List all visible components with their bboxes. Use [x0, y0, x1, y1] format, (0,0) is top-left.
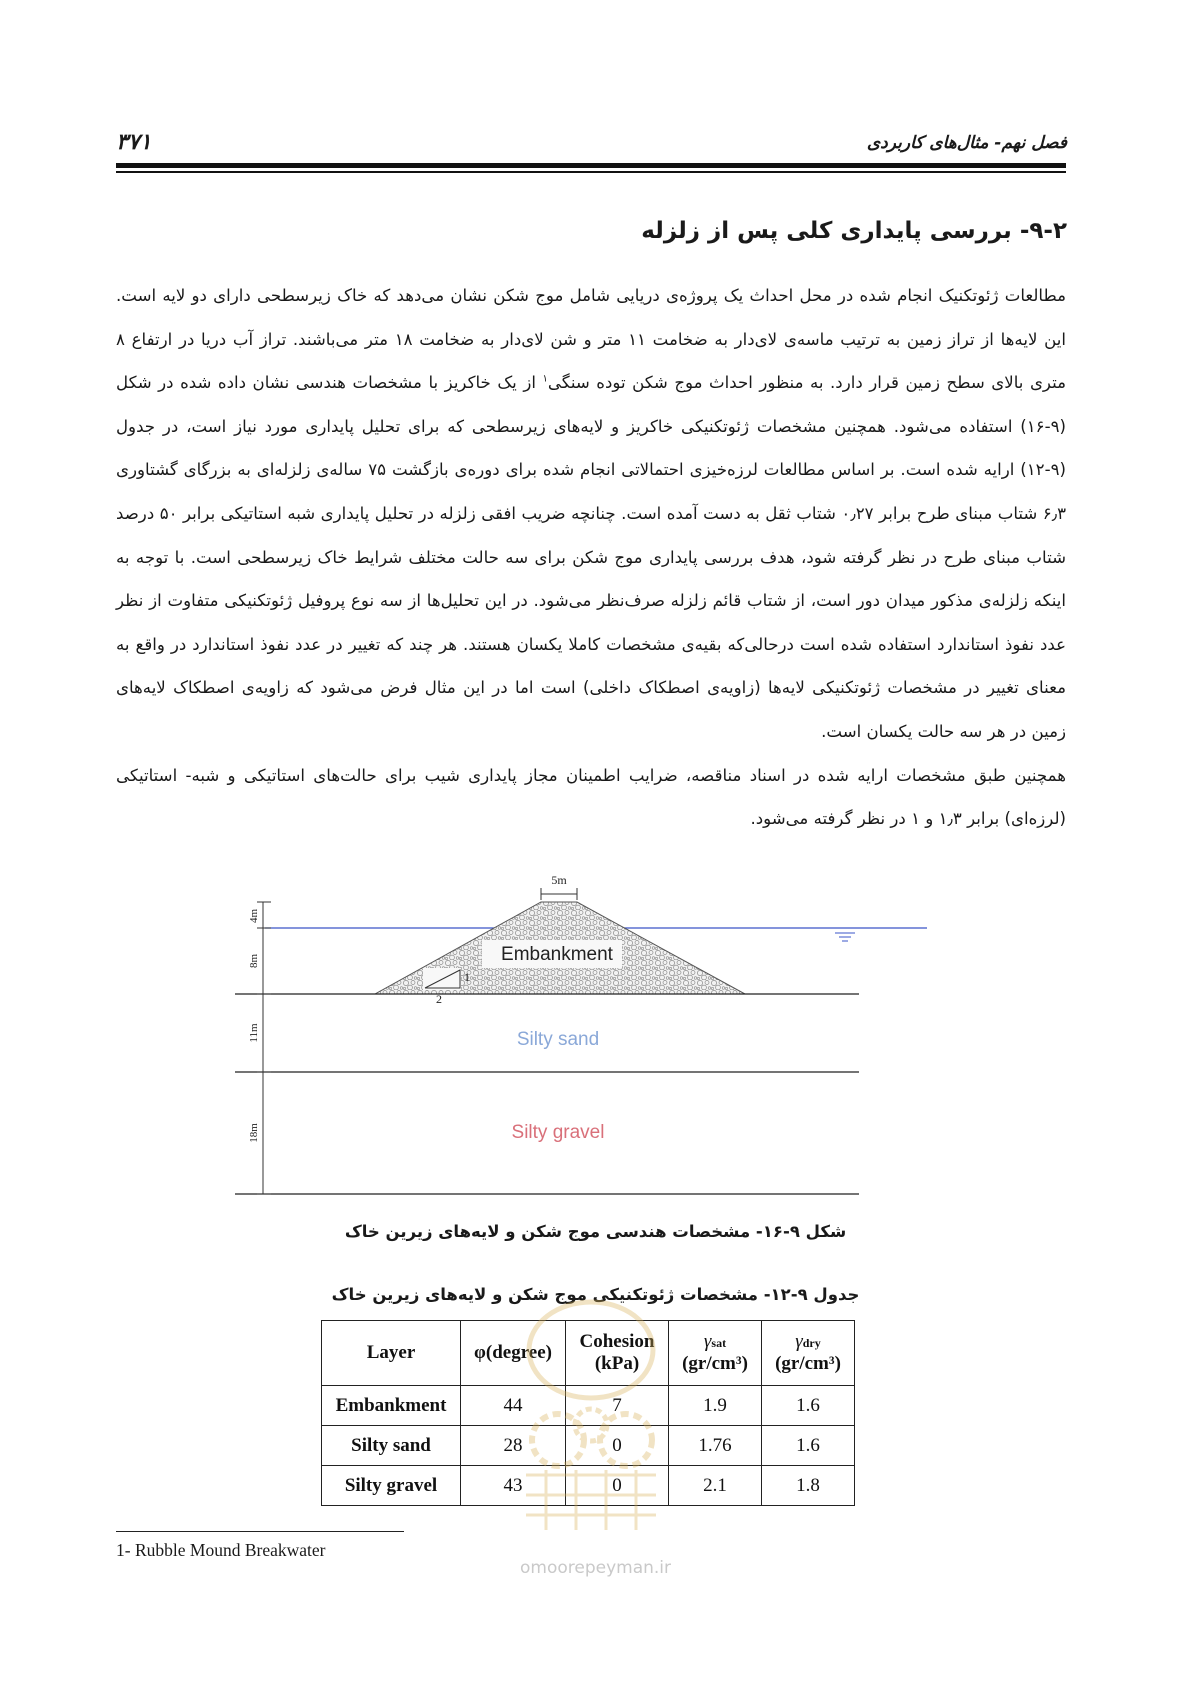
- cell-layer: Embankment: [322, 1386, 461, 1426]
- gamma-sat-unit: (gr/cm³): [682, 1353, 748, 1374]
- silty-sand-label: Silty sand: [516, 1029, 600, 1050]
- running-header: فصل نهم- مثال‌های کاربردی: [866, 133, 1067, 153]
- cell-cohesion: 0: [566, 1466, 669, 1506]
- crest-width-label: 5m: [551, 873, 567, 887]
- cell-gamma-dry: 1.8: [762, 1466, 855, 1506]
- header-rule-thin: [116, 171, 1066, 173]
- footnote-rule: [116, 1531, 404, 1532]
- gamma-dry-unit: (gr/cm³): [775, 1353, 841, 1374]
- cell-layer: Silty sand: [322, 1426, 461, 1466]
- cell-gamma-sat: 1.76: [669, 1426, 762, 1466]
- dim-8m-label: 8m: [248, 953, 260, 969]
- embankment-label: Embankment: [501, 944, 613, 965]
- header-gamma-sat: [669, 1321, 762, 1386]
- slope-horizontal-label: 2: [436, 992, 442, 1006]
- paragraph-1: [116, 274, 1066, 754]
- cell-phi: 28: [461, 1426, 566, 1466]
- paragraph-1-part-a: مطالعات ژئوتکنیک انجام شده در محل احداث یک پروژه‌ی دریایی شامل موج شکن نشان می‌دهد که خاک زیرسطحی دارای دو لایه است. این لایه‌ها از تراز زمین به ترتیب ماسه‌ی لای‌دار به ضخامت ۱۱ متر و شن لای‌دار به ضخامت ۱۸ متر می‌باشند. تراز آب دریا در ارتفاع ۸ متری بالای سطح زمین قرار دارد. به منظور احداث موج شکن توده سنگی: [116, 286, 1066, 393]
- header-cohesion-line1: Cohesion: [579, 1331, 655, 1352]
- figure-caption: شکل ۹-۱۶- مشخصات هندسی موج شکن و لایه‌های زیرین خاک: [344, 1222, 847, 1241]
- cell-phi: 43: [461, 1466, 566, 1506]
- header-gamma-dry: [762, 1321, 855, 1386]
- footnote-marker: ۱: [542, 373, 548, 385]
- table-header-row: [322, 1321, 855, 1386]
- crest-width-dimension: [541, 873, 577, 900]
- breakwater-figure: [235, 860, 935, 1220]
- footnote: 1- Rubble Mound Breakwater: [116, 1540, 326, 1560]
- watermark-site-text: omoorepeyman.ir: [519, 1558, 672, 1578]
- section-title: ۹-۲- بررسی پایداری کلی پس از زلزله: [641, 218, 1067, 244]
- cell-phi: 44: [461, 1386, 566, 1426]
- table-row: [322, 1386, 855, 1426]
- vertical-dimensions: [248, 902, 271, 1194]
- body-text: [116, 274, 1066, 841]
- paragraph-1-part-b: از یک خاکریز با مشخصات هندسی نشان داده شده در شکل (۹-۱۶) استفاده می‌شود. همچنین مشخصات ژئوتکنیکی خاکریز و لایه‌های زیرسطحی که برای تحلیل پایداری مورد نیاز است، در جدول (۹-۱۲) ارایه شده است. بر اساس مطالعات لرزه‌خیزی احتمالاتی انجام شده برای دوره‌ی بازگشت ۷۵ ساله‌ی زلزله‌ای به بزرگای گشتاوری ۶٫۳ شتاب مبنای طرح برابر ۰٫۲۷ شتاب ثقل به دست آمده است. چنانچه ضریب افقی زلزله در تحلیل پایداری شبه استاتیکی برابر ۵۰ درصد شتاب مبنای طرح در نظر گرفته شود، هدف بررسی پایداری موج شکن برای سه حالت مختلف شرایط خاک زیرسطحی است. با توجه به اینکه زلزله‌ی مذکور میدان دور است، از شتاب قائم زلزله صرف‌نظر می‌شود. در این تحلیل‌ها از سه نوع پروفیل ژئوتکنیکی متفاوت از نظر عدد نفوذ استاندارد استفاده شده است درحالی‌که بقیه‌ی مشخصات کاملا یکسان هستند. هر چند که تغییر در عدد نفوذ استاندارد در واقع به معنای تغییر در مشخصات ژئوتکنیکی لایه‌ها (زاویه‌ی اصطکاک داخلی) است اما در این مثال فرض می‌شود که زاویه‌ی اصطکاک لایه‌های زمین در هر سه حالت یکسان است.: [116, 373, 1066, 741]
- dim-11m-label: 11m: [248, 1023, 260, 1043]
- cell-cohesion: 0: [566, 1426, 669, 1466]
- header-cohesion-line2: (kPa): [594, 1353, 640, 1374]
- gamma-dry-symbol: γ: [795, 1331, 803, 1352]
- silty-gravel-label: Silty gravel: [511, 1122, 605, 1143]
- cell-cohesion: 7: [566, 1386, 669, 1426]
- gamma-dry-subscript: dry: [802, 1336, 821, 1350]
- dim-4m-label: 4m: [248, 908, 260, 924]
- header-layer: Layer: [322, 1321, 461, 1386]
- cell-gamma-dry: 1.6: [762, 1386, 855, 1426]
- cell-gamma-sat: 1.9: [669, 1386, 762, 1426]
- cell-gamma-dry: 1.6: [762, 1426, 855, 1466]
- table-caption: جدول ۹-۱۲- مشخصات ژئوتکنیکی موج شکن و لایه‌های زیرین خاک: [331, 1285, 860, 1304]
- table-row: [322, 1426, 855, 1466]
- soil-properties-table: [321, 1320, 855, 1506]
- slope-vertical-label: 1: [464, 970, 470, 984]
- water-level-icon: [835, 933, 855, 941]
- header-cohesion: [566, 1321, 669, 1386]
- header-rule-thick: [116, 163, 1066, 168]
- cell-gamma-sat: 2.1: [669, 1466, 762, 1506]
- header-phi: φ(degree): [461, 1321, 566, 1386]
- page-number: ۳۷۱: [116, 130, 152, 155]
- gamma-sat-symbol: γ: [703, 1331, 712, 1352]
- dim-18m-label: 18m: [248, 1123, 260, 1143]
- paragraph-2: همچنین طبق مشخصات ارایه شده در اسناد مناقصه، ضرایب اطمینان مجاز پایداری شیب برای حالت‌های استاتیکی و شبه- استاتیکی (لرزه‌ای) برابر ۱٫۳ و ۱ در نظر گرفته می‌شود.: [116, 765, 1066, 829]
- gamma-sat-subscript: sat: [711, 1336, 727, 1350]
- cell-layer: Silty gravel: [322, 1466, 461, 1506]
- table-row: [322, 1466, 855, 1506]
